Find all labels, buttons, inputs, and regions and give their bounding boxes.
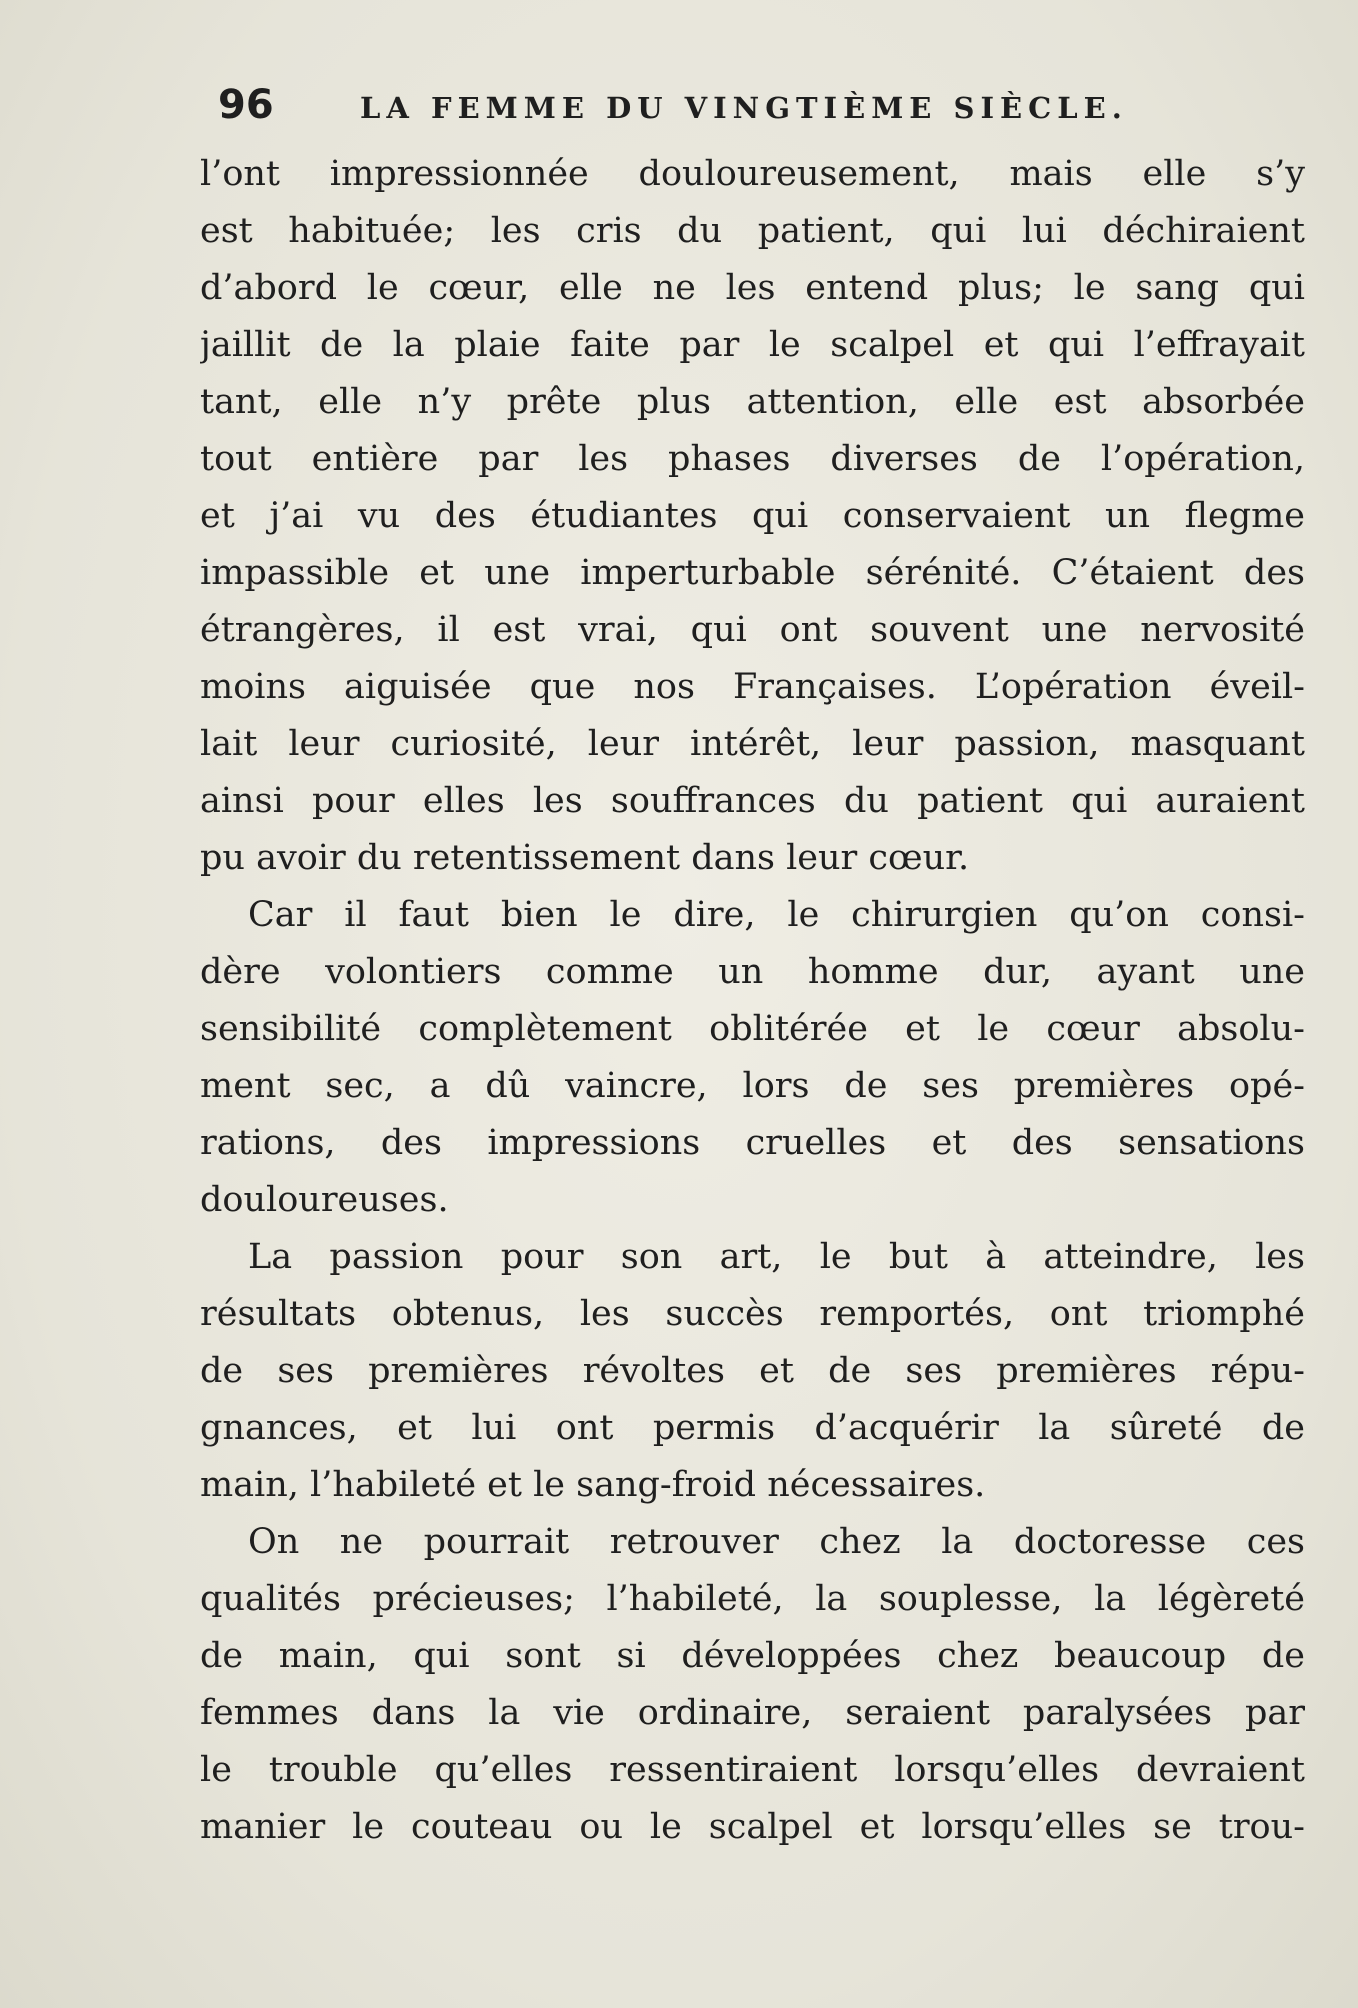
text-line: tout entière par les phases diverses de l’opération, <box>200 439 1305 479</box>
text-line: qualités précieuses; l’habileté, la souplesse, la légèreté <box>200 1579 1305 1619</box>
body-text <box>200 146 1305 1856</box>
text-line: main, l’habileté et le sang-froid nécessaires. <box>200 1465 986 1505</box>
text-line: impassible et une imperturbable sérénité. C’étaient des <box>200 553 1305 593</box>
text-line: Car il faut bien le dire, le chirurgien qu’on consi- <box>248 895 1305 935</box>
page-header <box>218 82 1308 136</box>
text-line: et j’ai vu des étudiantes qui conservaient un flegme <box>200 496 1305 536</box>
text-line: étrangères, il est vrai, qui ont souvent une nervosité <box>200 610 1305 650</box>
text-line: manier le couteau ou le scalpel et lorsqu’elles se trou- <box>200 1807 1305 1847</box>
text-line: tant, elle n’y prête plus attention, elle est absorbée <box>200 382 1305 422</box>
text-line: de main, qui sont si développées chez beaucoup de <box>200 1636 1305 1676</box>
page-number: 96 <box>218 82 274 128</box>
text-line: douloureuses. <box>200 1180 449 1220</box>
text-line: ainsi pour elles les souffrances du patient qui auraient <box>200 781 1305 821</box>
text-line: rations, des impressions cruelles et des sensations <box>200 1123 1305 1163</box>
text-line: femmes dans la vie ordinaire, seraient paralysées par <box>200 1693 1305 1733</box>
text-line: jaillit de la plaie faite par le scalpel et qui l’effrayait <box>200 325 1305 365</box>
text-line: lait leur curiosité, leur intérêt, leur passion, masquant <box>200 724 1305 764</box>
text-line: ment sec, a dû vaincre, lors de ses premières opé- <box>200 1066 1305 1106</box>
text-line: moins aiguisée que nos Françaises. L’opération éveil- <box>200 667 1305 707</box>
text-line: de ses premières révoltes et de ses premières répu- <box>200 1351 1305 1391</box>
text-line: sensibilité complètement oblitérée et le cœur absolu- <box>200 1009 1305 1049</box>
text-line: est habituée; les cris du patient, qui lui déchiraient <box>200 211 1305 251</box>
text-line: pu avoir du retentissement dans leur cœur. <box>200 838 970 878</box>
text-line: d’abord le cœur, elle ne les entend plus; le sang qui <box>200 268 1305 308</box>
text-line: On ne pourrait retrouver chez la doctoresse ces <box>248 1522 1305 1562</box>
text-line: l’ont impressionnée douloureusement, mais elle s’y <box>200 154 1305 194</box>
text-line: résultats obtenus, les succès remportés, ont triomphé <box>200 1294 1305 1334</box>
text-line: le trouble qu’elles ressentiraient lorsqu’elles devraient <box>200 1750 1305 1790</box>
text-line: La passion pour son art, le but à atteindre, les <box>248 1237 1305 1277</box>
running-title: LA FEMME DU VINGTIÈME SIÈCLE. <box>360 91 1128 125</box>
text-line: dère volontiers comme un homme dur, ayant une <box>200 952 1305 992</box>
text-line: gnances, et lui ont permis d’acquérir la sûreté de <box>200 1408 1305 1448</box>
